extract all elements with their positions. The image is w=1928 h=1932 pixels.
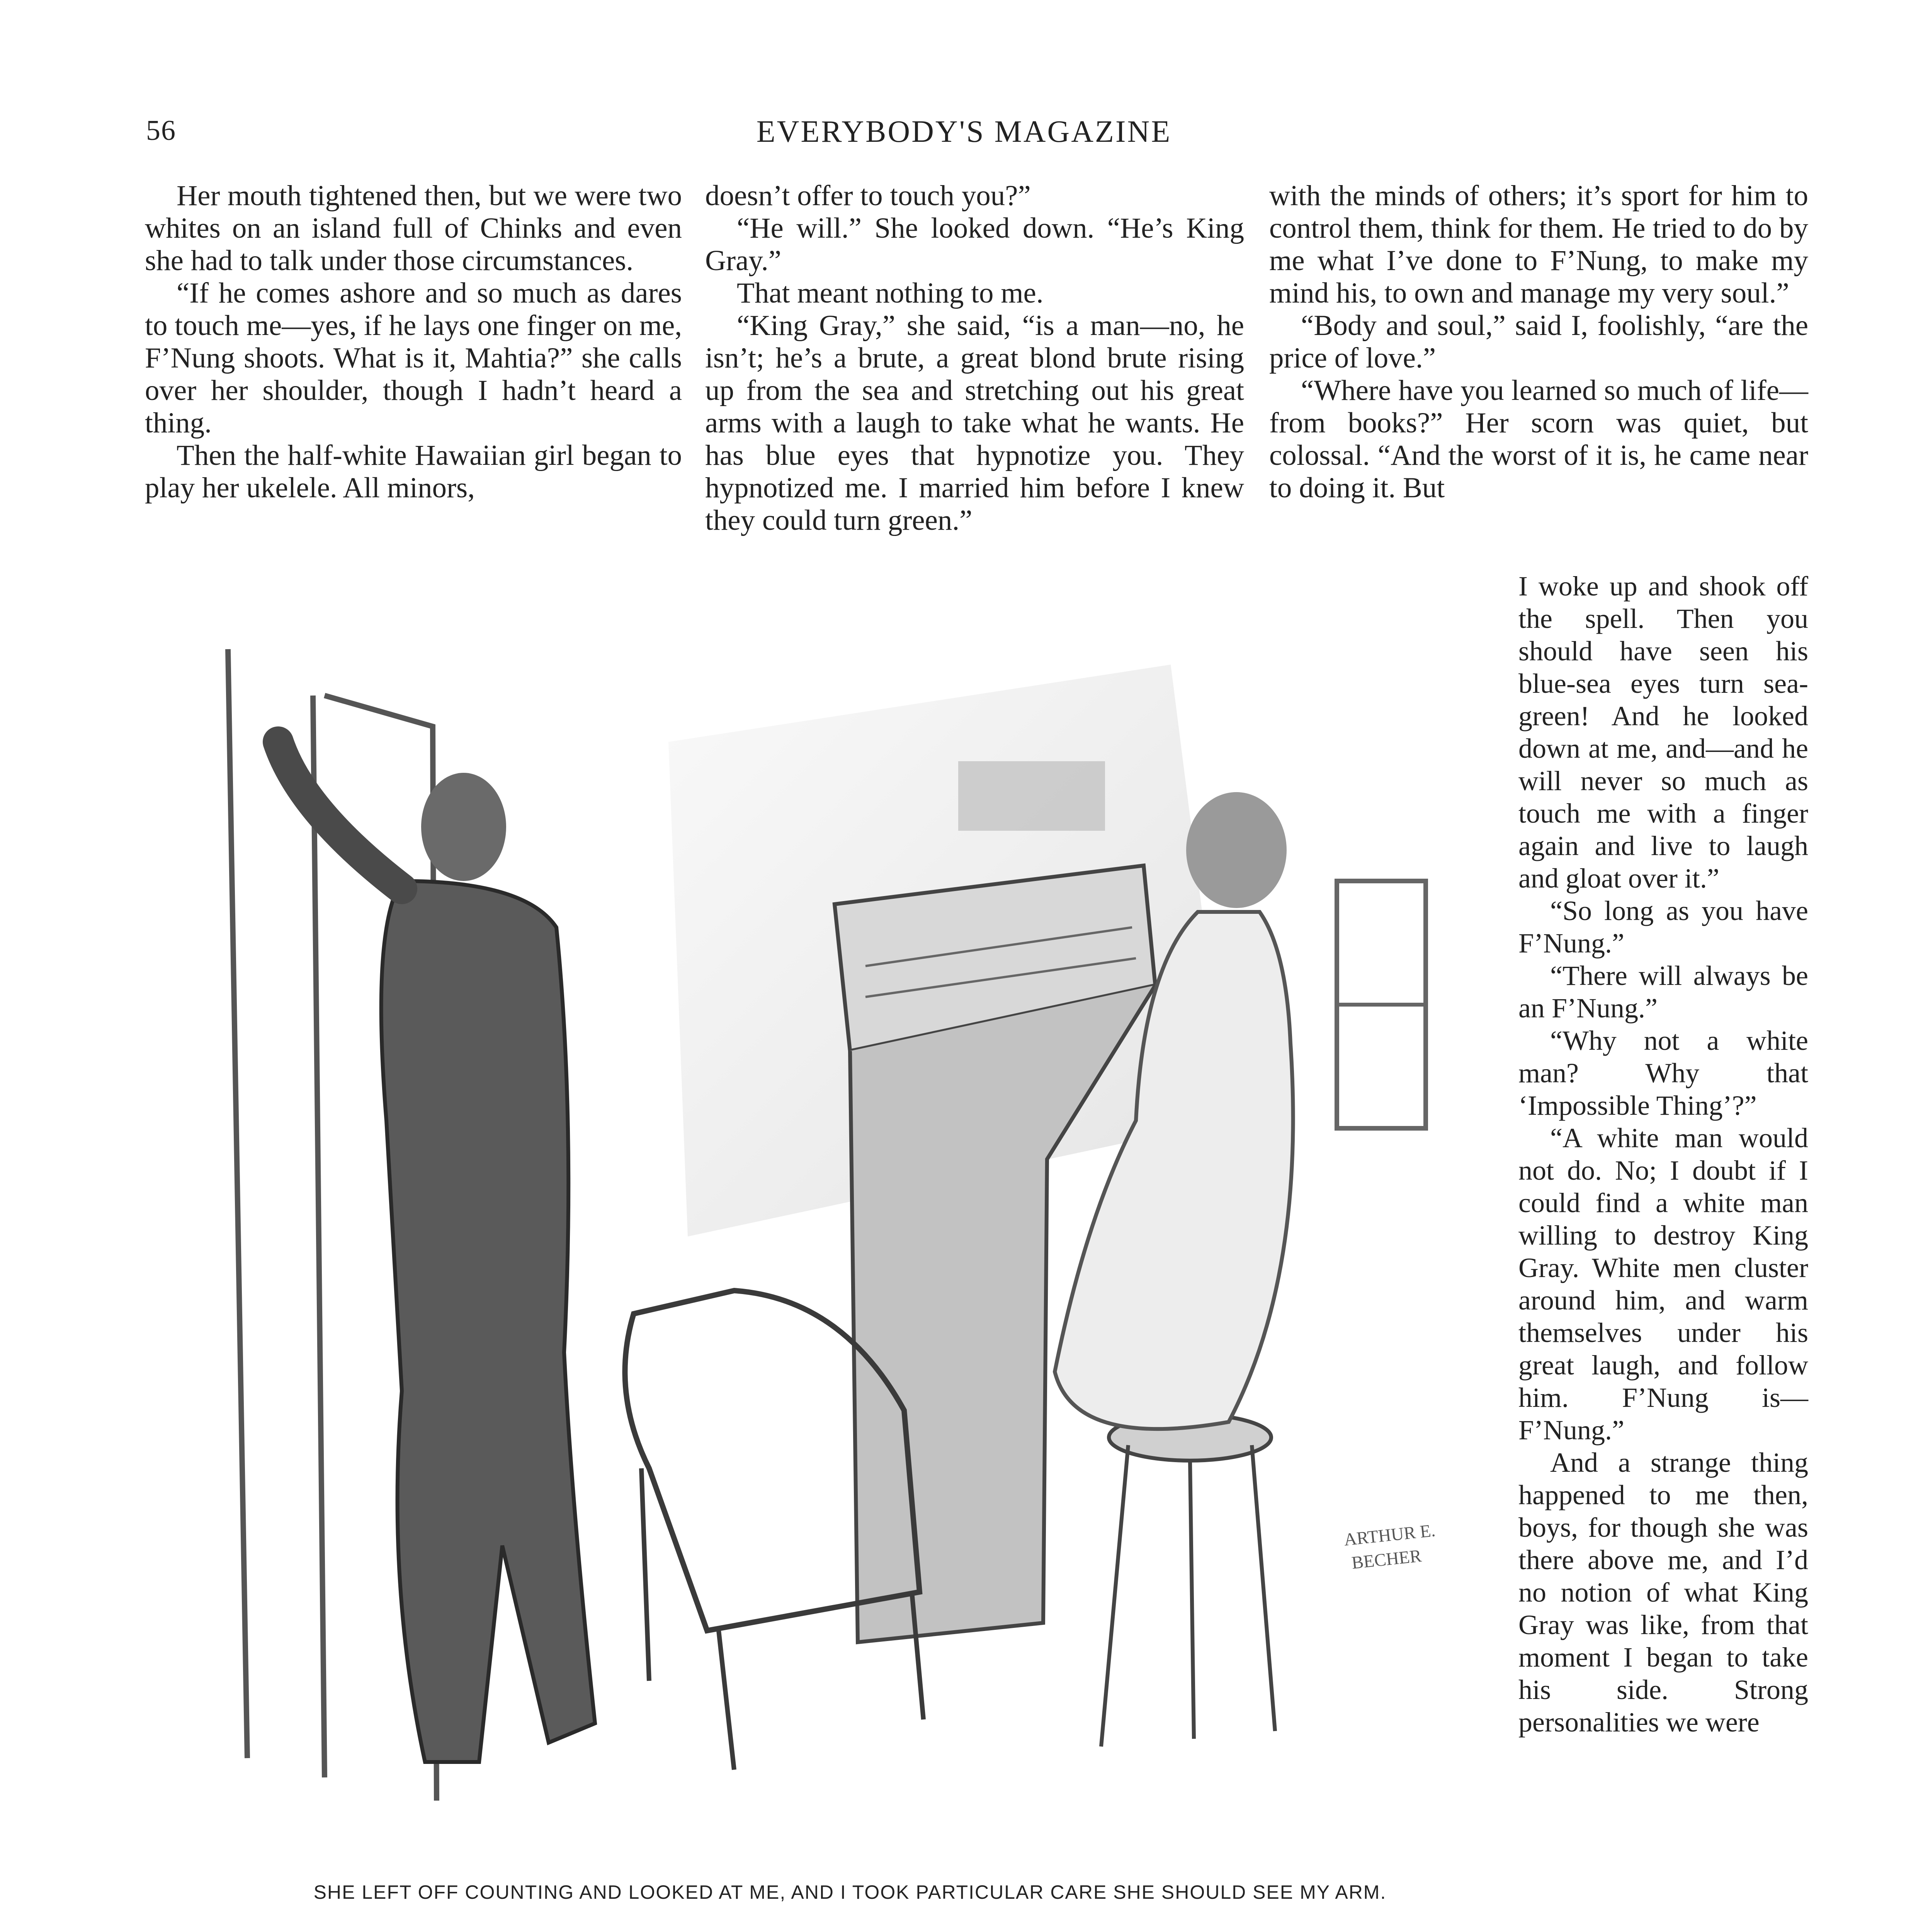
paragraph: “Where have you learned so much of life—from books?” Her scorn was quiet, but colossal. “And the worst of it is, he came near to doing it. But [1269,374,1808,504]
story-illustration [185,580,1518,1862]
running-head: EVERYBODY'S MAGAZINE [756,115,1172,149]
paragraph: “Body and soul,” said I, foolishly, “are the price of love.” [1269,310,1808,374]
woman-head [1186,792,1287,908]
bookshelf [958,761,1105,831]
column-1-top [145,180,682,504]
paragraph: doesn’t offer to touch you?” [705,180,1031,212]
paragraph: Then the half-white Hawaiian girl began to play her ukelele. All minors, [145,439,682,504]
artist-signature: ARTHUR E. [1343,1520,1437,1549]
man-head [421,773,506,881]
paragraph: “A white man would not do. No; I doubt if I could find a white man willing to destroy King Gray. White men cluster around him, and warm themselves under his great laugh, and follow him. F’Nung is—F’Nung.” [1518,1122,1808,1446]
paragraph: “If he comes ashore and so much as dares to touch me—yes, if he lays one finger on me, F’Nung shoots. What is it, Mahtia?” she calls over her shoulder, though I hadn’t heard a thing. [145,277,682,439]
paragraph: I woke up and shook off the spell. Then you should have seen his blue-sea eyes turn sea-green! And he looked down at me, and—and he will never so much as touch me with a finger again and live to laugh and gloat over it.” [1518,571,1808,894]
paragraph: “King Gray,” she said, “is a man—no, he isn’t; he’s a brute, a great blond brute rising up from the sea and stretching out his great arms with a laugh to take what he wants. He has blue eyes that hypnotize you. They hypnotized me. I married him before I knew they could turn green.” [705,310,1244,536]
page-number: 56 [146,115,176,146]
illustration-caption: SHE LEFT OFF COUNTING AND LOOKED AT ME, AND I TOOK PARTICULAR CARE SHE SHOULD SEE MY ARM. [313,1881,1387,1903]
paragraph: “Why not a white man? Why that ‘Impossible Thing’?” [1518,1025,1808,1121]
column-3-top [1269,180,1808,504]
paragraph: with the minds of others; it’s sport for him to control them, think for them. He tried to do by me what I’ve done to F’Nung, to make my mind his, to own and manage my very soul.” [1269,180,1808,309]
paragraph: “There will always be an F’Nung.” [1518,960,1808,1024]
column-2-top [705,180,1244,537]
column-3-narrow [1518,570,1808,1738]
paragraph: Her mouth tightened then, but we were two whites on an island full of Chinks and even she had to talk under those circumstances. [145,180,682,277]
man-figure [381,881,595,1762]
svg-text:BECHER: BECHER [1350,1546,1423,1573]
paragraph: “He will.” She looked down. “He’s King Gray.” [705,212,1244,277]
paragraph: And a strange thing happened to me then, boys, for though she was there above me, and I’d no notion of what King Gray was like, from that moment I began to take his side. Strong personalities we were [1518,1447,1808,1738]
paragraph: “So long as you have F’Nung.” [1518,895,1808,959]
paragraph: That meant nothing to me. [737,277,1044,309]
